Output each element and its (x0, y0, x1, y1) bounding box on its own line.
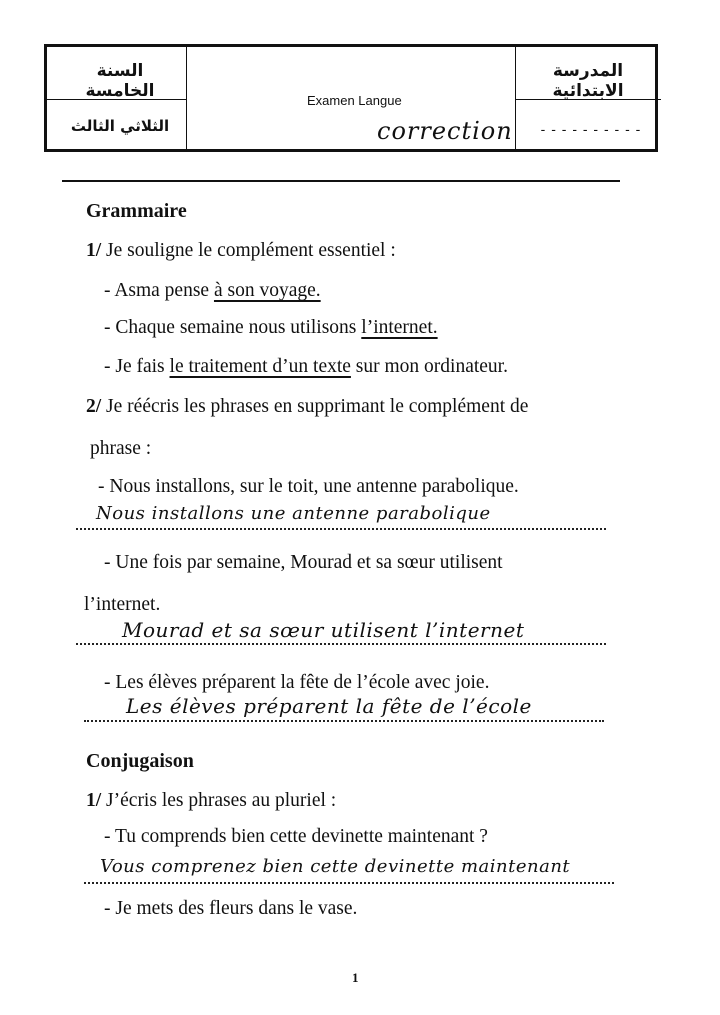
q2-item-2 (104, 552, 503, 574)
q2-item-1 (98, 476, 519, 498)
sentence-text: Tu comprends bien cette devinette maintenant ? (115, 826, 488, 847)
handwritten-answer-1: Nous installons une antenne parabolique (96, 503, 491, 524)
conjugaison-heading: Conjugaison (86, 750, 194, 772)
underlined-complement: à son voyage. (213, 280, 321, 301)
sentence-text: Les élèves préparent la fête de l’école avec joie. (115, 672, 490, 693)
dash: - (104, 356, 111, 377)
answer-dotted-line (84, 720, 604, 722)
q2-text: Je réécris les phrases en supprimant le complément de (106, 396, 529, 417)
underlined-complement: l’internet. (361, 317, 438, 338)
grammaire-heading: Grammaire (86, 200, 187, 222)
q2-number: 2/ (86, 396, 102, 417)
handwritten-answer-2: Mourad et sa sœur utilisent l’internet (122, 618, 525, 642)
sentence-text: Je fais (115, 356, 170, 377)
sentence-text: Je mets des fleurs dans le vase. (115, 898, 358, 919)
dash: - (104, 280, 111, 301)
grammaire-q1-instruction (86, 240, 396, 262)
answer-dotted-line (76, 643, 606, 645)
conj-q1-text: J’écris les phrases au pluriel : (106, 790, 337, 811)
q2-text-line2: phrase : (90, 438, 152, 459)
q1-text: Je souligne le complément essentiel : (106, 240, 396, 261)
underlined-complement: le traitement d’un texte (169, 356, 351, 377)
dash: - (104, 826, 111, 847)
page-number: 1 (352, 970, 359, 985)
sentence-text: Une fois par semaine, Mourad et sa sœur utilisent (115, 552, 503, 573)
header-divider-left (186, 47, 187, 149)
exam-header (44, 44, 658, 152)
q1-number: 1/ (86, 240, 102, 261)
header-divider-right (515, 47, 516, 149)
school-label: المدرسة الابتدائية (552, 61, 624, 101)
handwritten-answer-3: Les élèves préparent la fête de l’école (126, 694, 532, 718)
school-name-blank: - - - - - - - - - - (540, 121, 642, 137)
dash: - (104, 317, 111, 338)
grade-label: السنة الخامسة (85, 61, 155, 101)
dash: - (104, 672, 111, 693)
dash: - (104, 552, 111, 573)
correction-handwritten: correction (377, 117, 513, 145)
grammaire-q2-instruction (86, 396, 528, 418)
sentence-text: Asma pense (114, 280, 214, 301)
header-separator (62, 180, 620, 182)
conjugaison-q1-instruction (86, 790, 336, 812)
sentence-text: Nous installons, sur le toit, une antenne parabolique. (109, 476, 519, 497)
trimester-label: الثلاثي الثالث (70, 117, 170, 135)
q1-item-1 (104, 280, 321, 302)
conj-item-2 (104, 898, 357, 920)
q1-item-2 (104, 317, 438, 339)
conj-item-1 (104, 826, 488, 848)
sentence-text: Chaque semaine nous utilisons (115, 317, 362, 338)
conj-q1-number: 1/ (86, 790, 102, 811)
exam-title: Examen Langue (307, 93, 402, 108)
answer-dotted-line (76, 528, 606, 530)
answer-dotted-line (84, 882, 614, 884)
q2-item-2-line2: l’internet. (84, 594, 161, 615)
dash: - (104, 898, 111, 919)
q1-item-3 (104, 356, 508, 378)
dash: - (98, 476, 105, 497)
q2-item-3 (104, 672, 489, 694)
handwritten-answer-4: Vous comprenez bien cette devinette maintenant (100, 856, 571, 877)
sentence-text-after: sur mon ordinateur. (350, 356, 508, 377)
